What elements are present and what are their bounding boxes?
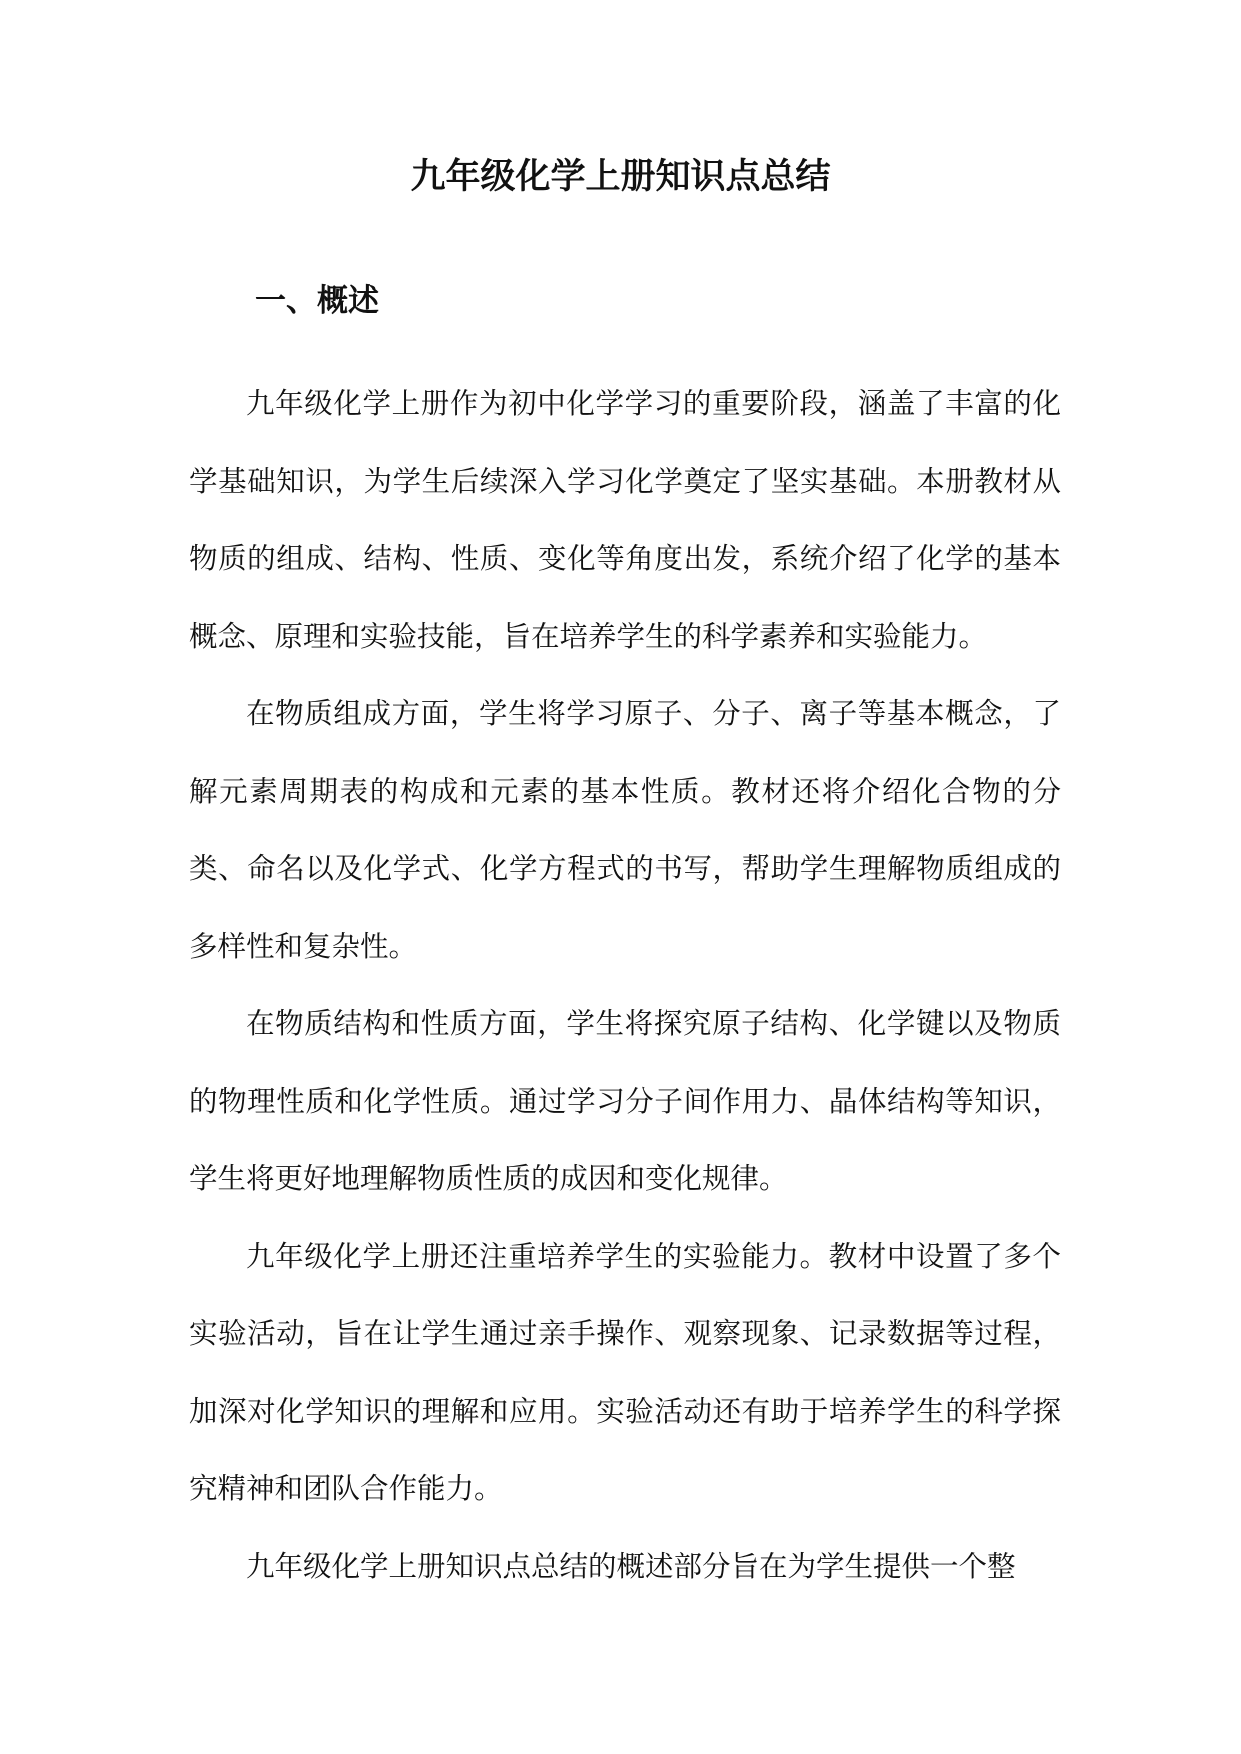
document-title: 九年级化学上册知识点总结 <box>410 157 831 197</box>
paragraph: 在物质结构和性质方面，学生将探究原子结构、化学键以及物质的物理性质和化学性质。通过学习分子间作用力、晶体结构等知识，学生将更好地理解物质性质的成因和变化规律。 <box>189 1007 1061 1195</box>
paragraph: 九年级化学上册知识点总结的概述部分旨在为学生提供一个整 <box>246 1549 1016 1583</box>
paragraph: 九年级化学上册还注重培养学生的实验能力。教材中设置了多个实验活动，旨在让学生通过亲手操作、观察现象、记录数据等过程，加深对化学知识的理解和应用。实验活动还有助于培养学生的科学探究精神和团队合作能力。 <box>189 1239 1061 1505</box>
paragraph: 九年级化学上册作为初中化学学习的重要阶段，涵盖了丰富的化学基础知识，为学生后续深入学习化学奠定了坚实基础。本册教材从物质的组成、结构、性质、变化等角度出发，系统介绍了化学的基本概念、原理和实验技能，旨在培养学生的科学素养和实验能力。 <box>189 387 1061 653</box>
paragraph: 在物质组成方面，学生将学习原子、分子、离子等基本概念，了解元素周期表的构成和元素的基本性质。教材还将介绍化合物的分类、命名以及化学式、化学方程式的书写，帮助学生理解物质组成的多样性和复杂性。 <box>189 697 1061 963</box>
section-heading: 一、概述 <box>255 283 379 319</box>
document-body <box>189 365 1061 1605</box>
